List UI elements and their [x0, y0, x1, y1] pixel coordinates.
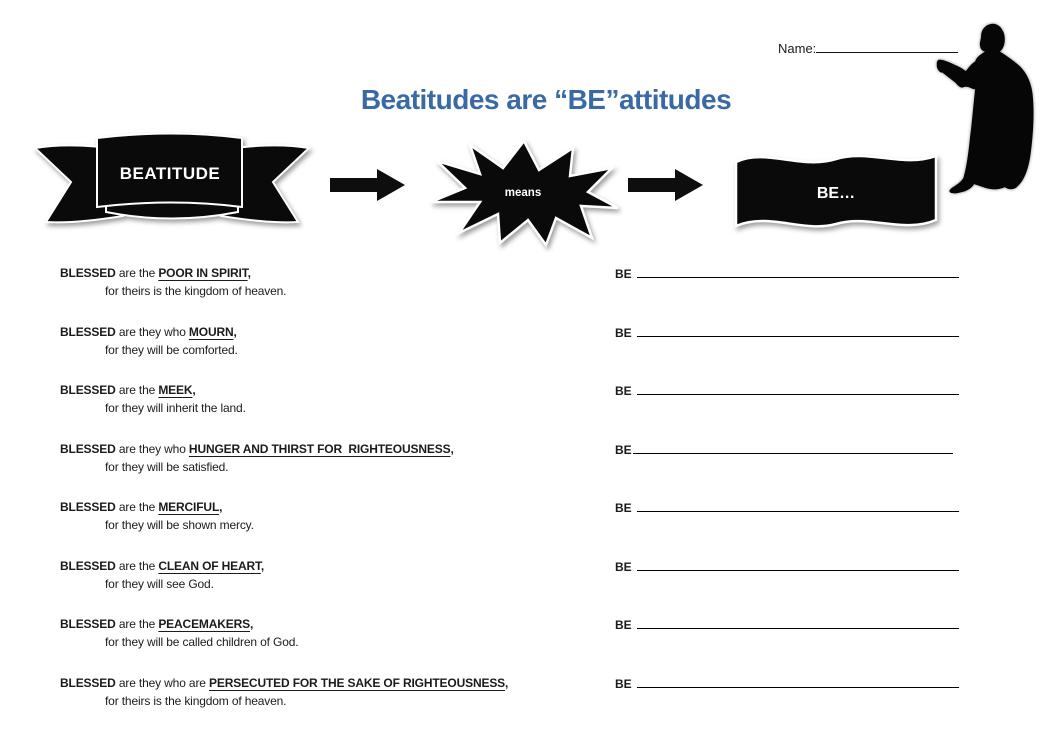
beatitude-row — [60, 674, 962, 710]
arrow-right-icon — [330, 168, 406, 202]
keyword-text: POOR IN SPIRIT — [158, 266, 248, 280]
answer-blank — [637, 381, 959, 395]
keyword-text: PEACEMAKERS — [158, 617, 251, 631]
beatitude-line2: for they will be called children of God. — [105, 635, 299, 649]
beatitude-line1: BLESSED are the PEACEMAKERS, — [60, 617, 254, 631]
be-answer — [615, 674, 959, 693]
beatitude-line2: for theirs is the kingdom of heaven. — [105, 693, 287, 708]
means-label: means — [504, 187, 542, 199]
beatitude-row — [60, 440, 962, 476]
beatitude-line1: BLESSED are they who HUNGER AND THIRST FOR RIGHTEOUSNESS, — [60, 441, 454, 456]
be-answer — [615, 498, 959, 517]
beatitude-row — [60, 615, 962, 651]
blessed-word: BLESSED — [60, 558, 116, 573]
be-label: BE — [615, 325, 632, 340]
keyword-text: PERSECUTED FOR THE SAKE OF RIGHTEOUSNESS — [209, 675, 506, 690]
beatitude-line2: for they will inherit the land. — [105, 401, 246, 415]
keyword-text: MERCIFUL — [158, 500, 220, 514]
be-flag — [731, 146, 941, 238]
beatitude-row — [60, 323, 962, 359]
be-label: BE — [615, 442, 632, 457]
be-flag-label: BE… — [816, 185, 856, 202]
beatitude-line1: BLESSED are the MEEK, — [60, 383, 196, 397]
blessed-word: BLESSED — [60, 324, 116, 339]
name-field — [778, 40, 958, 56]
answer-blank — [637, 323, 959, 337]
be-label: BE — [615, 676, 632, 691]
answer-blank — [637, 557, 959, 571]
keyword-text: HUNGER AND THIRST FOR RIGHTEOUSNESS — [188, 441, 451, 456]
be-answer — [615, 323, 959, 342]
arrow-right-icon — [628, 168, 704, 202]
beatitude-line1: BLESSED are the CLEAN OF HEART, — [60, 558, 265, 573]
blessed-word: BLESSED — [60, 500, 116, 514]
be-answer — [615, 615, 959, 634]
beatitude-line2: for they will be shown mercy. — [105, 518, 254, 532]
blessed-word: BLESSED — [60, 441, 116, 456]
keyword-text: MEEK — [158, 383, 193, 397]
beatitude-line2: for they will see God. — [105, 576, 214, 591]
beatitude-line1: BLESSED are they who are PERSECUTED FOR THE SAKE OF RIGHTEOUSNESS, — [60, 675, 509, 690]
answer-blank — [637, 498, 959, 512]
page-title: Beatitudes are “BE”attitudes — [360, 84, 732, 115]
answer-blank — [637, 264, 959, 278]
be-answer — [615, 264, 959, 283]
beatitude-line2: for theirs is the kingdom of heaven. — [105, 284, 287, 298]
banner-label: BEATITUDE — [119, 164, 221, 183]
be-label: BE — [615, 267, 632, 281]
be-answer — [615, 557, 959, 576]
be-label: BE — [615, 384, 632, 398]
keyword-text: MOURN — [188, 324, 234, 339]
beatitude-banner — [28, 128, 316, 230]
beatitude-line2: for they will be satisfied. — [105, 459, 229, 474]
beatitude-row — [60, 381, 962, 417]
blessed-word: BLESSED — [60, 617, 116, 631]
means-starburst — [426, 138, 622, 248]
be-answer — [615, 440, 953, 459]
be-label: BE — [615, 618, 632, 632]
beatitude-line1: BLESSED are they who MOURN, — [60, 324, 237, 339]
be-answer — [615, 381, 959, 400]
answer-blank — [637, 615, 959, 629]
beatitude-line2: for they will be comforted. — [105, 342, 238, 357]
answer-blank — [633, 440, 953, 454]
answer-blank — [637, 674, 959, 688]
name-label: Name: — [778, 41, 817, 56]
beatitude-line1: BLESSED are the POOR IN SPIRIT, — [60, 266, 251, 280]
keyword-text: CLEAN OF HEART — [158, 558, 261, 573]
beatitude-row — [60, 557, 962, 593]
beatitudes-list — [60, 264, 962, 732]
be-label: BE — [615, 559, 632, 574]
blessed-word: BLESSED — [60, 383, 116, 397]
beatitude-row — [60, 264, 962, 300]
jesus-silhouette-icon — [935, 22, 1042, 200]
beatitude-line1: BLESSED are the MERCIFUL, — [60, 500, 223, 514]
blessed-word: BLESSED — [60, 266, 116, 280]
blessed-word: BLESSED — [60, 675, 116, 690]
be-label: BE — [615, 501, 632, 515]
beatitude-row — [60, 498, 962, 534]
